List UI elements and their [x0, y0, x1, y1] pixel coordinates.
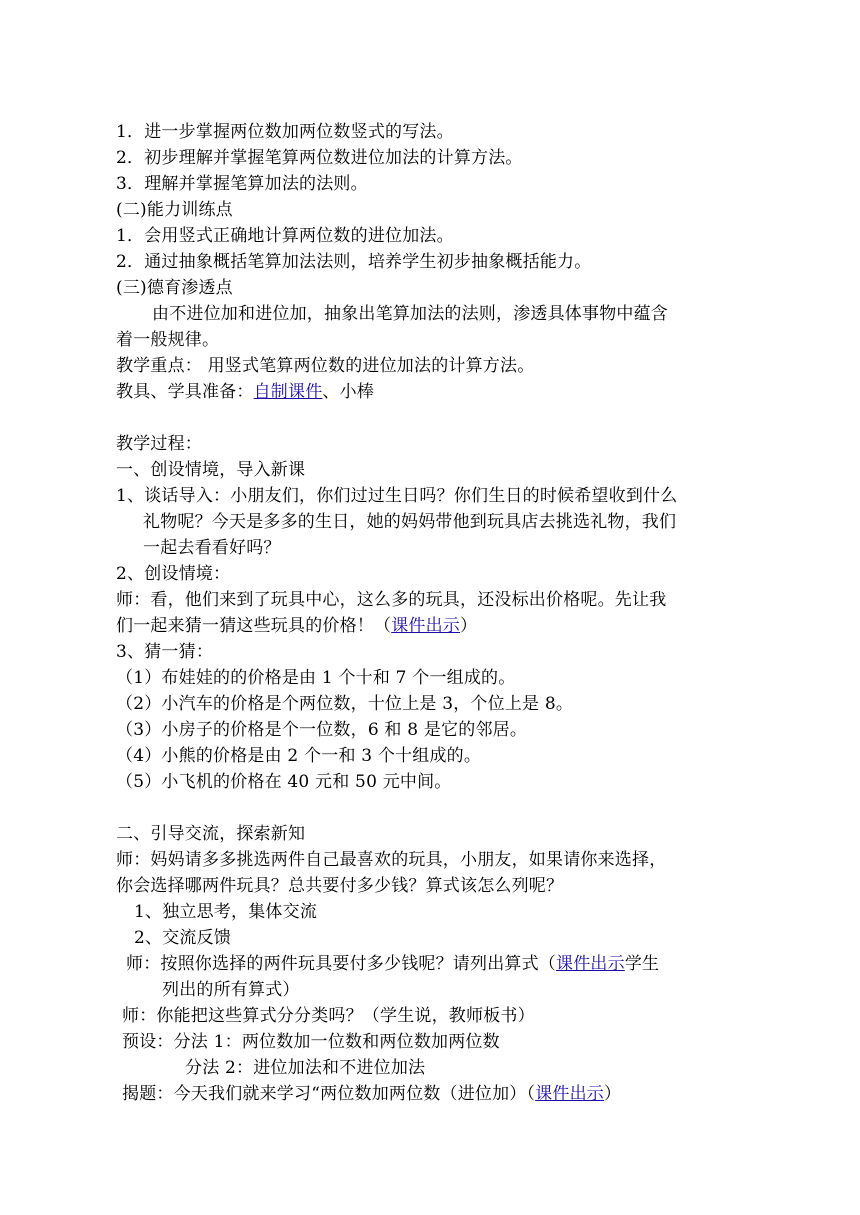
ability-item-2: 2．通过抽象概括笔算加法法则，培养学生初步抽象概括能力。	[116, 252, 592, 272]
preset-line-2: 分法 2：进位加法和不进位加法	[185, 1058, 426, 1078]
guess-item-1: （1）布娃娃的的价格是由 1 个十和 7 个一组成的。	[116, 668, 516, 688]
moral-text-line-2: 着一般规律。	[116, 330, 220, 350]
feedback-line-1	[126, 953, 659, 975]
guess-item-5: （5）小飞机的价格在 40 元和 50 元中间。	[116, 772, 452, 792]
scene-line-2-prefix: 们一起来猜一猜这些玩具的价格！（	[116, 616, 392, 636]
knowledge-item-2: 2．初步理解并掌握笔算两位数进位加法的计算方法。	[116, 148, 523, 168]
scene-line-2	[116, 615, 477, 637]
classify-line: 师：你能把这些算式分分类吗？（学生说，教师板书）	[122, 1006, 535, 1026]
talk-line-3: 一起去看看好吗？	[143, 538, 281, 558]
guess-item-3: （3）小房子的价格是个一位数，6 和 8 是它的邻居。	[116, 720, 528, 740]
knowledge-item-1: 1．进一步掌握两位数加两位数竖式的写法。	[116, 122, 454, 142]
guess-item-4: （4）小熊的价格是由 2 个一和 3 个十组成的。	[116, 746, 482, 766]
section-2-heading: 二、引导交流，探索新知	[116, 824, 306, 844]
feedback-line-1-prefix: 师：按照你选择的两件玩具要付多少钱呢？请列出算式（	[126, 954, 556, 974]
teaching-tools	[116, 381, 374, 403]
courseware-link[interactable]: 自制课件	[253, 382, 323, 402]
teaching-tools-suffix: 、小棒	[322, 382, 375, 402]
process-heading: 教学过程：	[116, 434, 202, 454]
explore-line-1: 师：妈妈请多多挑选两件自己最喜欢的玩具，小朋友，如果请你来选择，	[116, 850, 667, 870]
courseware-show-link[interactable]: 课件出示	[556, 954, 625, 974]
guess-heading: 3、猜一猜：	[116, 642, 214, 662]
feedback-line-2: 列出的所有算式）	[162, 980, 300, 1000]
guess-item-2: （2）小汽车的价格是个两位数，十位上是 3，个位上是 8。	[116, 694, 574, 714]
moral-heading: (三)德育渗透点	[116, 278, 233, 298]
step-1: 1、独立思考，集体交流	[134, 902, 318, 922]
courseware-show-link[interactable]: 课件出示	[391, 616, 461, 636]
step-2: 2、交流反馈	[134, 928, 232, 948]
ability-heading: (二)能力训练点	[116, 200, 233, 220]
courseware-show-link[interactable]: 课件出示	[535, 1084, 605, 1104]
scene-line-1: 师：看，他们来到了玩具中心，这么多的玩具，还没标出价格呢。先让我	[116, 590, 667, 610]
topic-line	[122, 1083, 621, 1105]
scene-heading: 2、创设情境：	[116, 564, 231, 584]
topic-line-suffix: ）	[604, 1084, 622, 1104]
teaching-tools-prefix: 教具、学具准备：	[116, 382, 254, 402]
explore-line-2: 你会选择哪两件玩具？总共要付多少钱？算式该怎么列呢？	[116, 876, 564, 896]
section-1-heading: 一、创设情境，导入新课	[116, 460, 306, 480]
talk-line-2: 礼物呢？今天是多多的生日，她的妈妈带他到玩具店去挑选礼物，我们	[143, 512, 677, 532]
feedback-line-1-suffix: 学生	[624, 954, 660, 974]
ability-item-1: 1．会用竖式正确地计算两位数的进位加法。	[116, 226, 454, 246]
talk-line-1: 1、谈话导入：小朋友们，你们过过生日吗？你们生日的时候希望收到什么	[116, 486, 678, 506]
preset-line-1: 预设：分法 1：两位数加一位数和两位数加两位数	[122, 1032, 500, 1052]
scene-line-2-suffix: ）	[460, 616, 478, 636]
teaching-focus: 教学重点： 用竖式笔算两位数的进位加法的计算方法。	[116, 356, 535, 376]
moral-text-line-1: 由不进位加和进位加，抽象出笔算加法的法则，渗透具体事物中蕴含	[152, 304, 668, 324]
topic-line-prefix: 揭题：今天我们就来学习“两位数加两位数（进位加）（	[122, 1084, 536, 1104]
knowledge-item-3: 3．理解并掌握笔算加法的法则。	[116, 174, 368, 194]
